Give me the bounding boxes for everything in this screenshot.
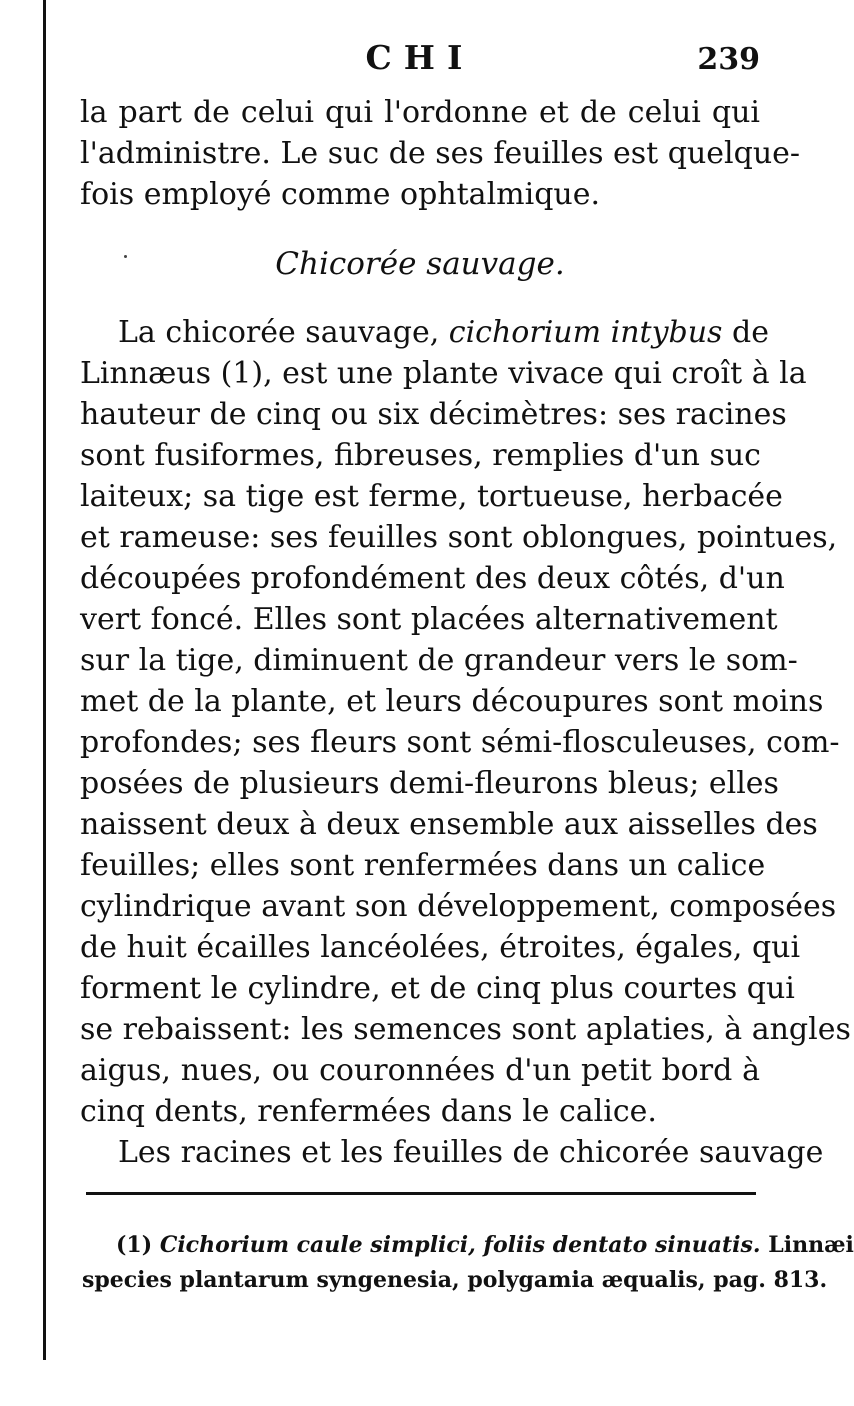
text-line: Les racines et les feuilles de chicorée sauvage bbox=[118, 1135, 824, 1170]
paragraph-continued bbox=[80, 92, 801, 215]
text-line: forment le cylindre, et de cinq plus courtes qui bbox=[80, 971, 795, 1006]
page-edge-rule bbox=[43, 0, 46, 1360]
page-header bbox=[80, 38, 760, 88]
text-line: feuilles; elles sont renfermées dans un calice bbox=[80, 848, 766, 883]
text-line: cylindrique avant son développement, composées bbox=[80, 889, 837, 924]
footnote-latin-text: Cichorium caule simplici, foliis dentato sinuatis. bbox=[159, 1232, 761, 1258]
text-line: sur la tige, diminuent de grandeur vers le som- bbox=[80, 643, 798, 678]
footnote-line: species plantarum syngenesia, polygamia æqualis, pag. 813. bbox=[82, 1267, 828, 1293]
text-line: l'administre. Le suc de ses feuilles est quelque- bbox=[80, 136, 801, 171]
text-line: et rameuse: ses feuilles sont oblongues, pointues, bbox=[80, 520, 838, 555]
text-line: aigus, nues, ou couronnées d'un petit bord à bbox=[80, 1053, 760, 1088]
text-line: vert foncé. Elles sont placées alternativement bbox=[80, 602, 778, 637]
page-number: 239 bbox=[697, 42, 760, 77]
text-line: hauteur de cinq ou six décimètres: ses racines bbox=[80, 397, 787, 432]
footnote bbox=[82, 1228, 854, 1298]
text-line: profondes; ses fleurs sont sémi-flosculeuses, com- bbox=[80, 725, 840, 760]
running-head: CHI bbox=[365, 38, 475, 77]
section-title: Chicorée sauvage. bbox=[275, 246, 565, 282]
latin-name: cichorium intybus bbox=[448, 315, 723, 350]
footnote-marker: (1) bbox=[116, 1232, 153, 1258]
text-line: posées de plusieurs demi-fleurons bleus; elles bbox=[80, 766, 779, 801]
paragraph-description bbox=[80, 312, 851, 1173]
footnote-rule bbox=[86, 1192, 756, 1195]
text-line: fois employé comme ophtalmique. bbox=[80, 177, 601, 212]
text-line: met de la plante, et leurs découpures sont moins bbox=[80, 684, 824, 719]
footnote-line bbox=[82, 1228, 854, 1263]
text-line: Linnæus (1), est une plante vivace qui croît à la bbox=[80, 356, 807, 391]
text-line: découpées profondément des deux côtés, d'un bbox=[80, 561, 785, 596]
text-line: cinq dents, renfermées dans le calice. bbox=[80, 1094, 657, 1129]
text-line: naissent deux à deux ensemble aux aisselles des bbox=[80, 807, 818, 842]
text-line: de huit écailles lancéolées, étroites, égales, qui bbox=[80, 930, 801, 965]
text-line: laiteux; sa tige est ferme, tortueuse, herbacée bbox=[80, 479, 783, 514]
text-line: la part de celui qui l'ordonne et de celui qui bbox=[80, 95, 760, 130]
text-line: La chicorée sauvage, cichorium intybus de bbox=[118, 315, 769, 350]
text-line: sont fusiformes, fibreuses, remplies d'un suc bbox=[80, 438, 761, 473]
footnote-citation: Linnæi bbox=[768, 1232, 854, 1258]
text-line: se rebaissent: les semences sont aplaties, à angles bbox=[80, 1012, 851, 1047]
